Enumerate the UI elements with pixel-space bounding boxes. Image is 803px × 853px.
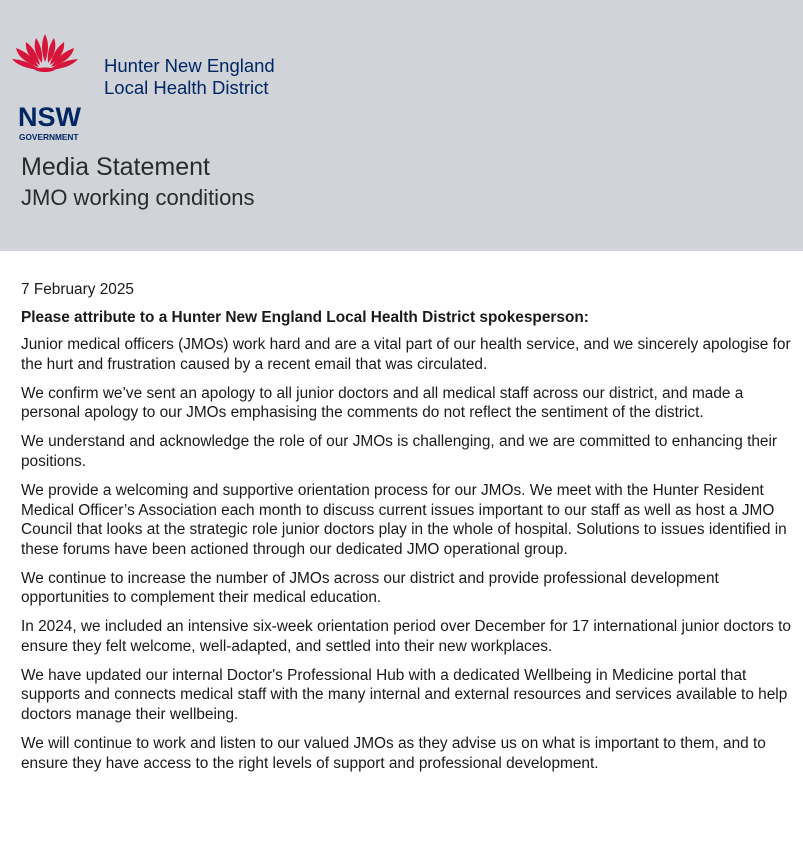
header-banner	[0, 0, 803, 251]
government-logo-text: GOVERNMENT	[19, 132, 79, 142]
waratah-icon	[8, 32, 82, 74]
statement-body	[21, 280, 801, 783]
body-paragraph-1: Junior medical officers (JMOs) work hard and are a vital part of our health service, and we sincerely apologise for the hurt and frustration caused by a recent email that was circulated.	[21, 336, 791, 373]
page-subtitle: JMO working conditions	[21, 185, 255, 210]
body-paragraph-7: We have updated our internal Doctor's Professional Hub with a dedicated Wellbeing in Medicine portal that supports and connects medical staff with the many internal and external resources and services available to help doctors manage their wellbeing.	[21, 666, 788, 724]
body-paragraph-2: We confirm we’ve sent an apology to all junior doctors and all medical staff across our district, and made a personal apology to our JMOs emphasising the comments do not reflect the sentiment of the district.	[21, 384, 744, 422]
body-paragraph-6: In 2024, we included an intensive six-week orientation period over December for 17 international junior doctors to ensure they felt welcome, well-adapted, and settled into their new workplaces.	[21, 618, 791, 655]
body-paragraph-3: We understand and acknowledge the role of our JMOs is challenging, and we are committed to enhancing their positions.	[21, 433, 778, 470]
body-paragraph-5: We continue to increase the number of JMOs across our district and provide professional development opportunities to complement their medical education.	[21, 569, 719, 607]
organisation-name	[104, 55, 275, 99]
body-paragraph-8: We will continue to work and listen to our valued JMOs as they advise us on what is important to them, and to ensure they have access to the right levels of support and professional development.	[21, 735, 766, 772]
attribution-line: Please attribute to a Hunter New England Local Health District spokesperson:	[21, 308, 589, 326]
nsw-logo-text: NSW	[18, 102, 81, 132]
page-title: Media Statement	[21, 153, 210, 181]
nsw-government-logo	[8, 32, 82, 142]
body-paragraph-4: We provide a welcoming and supportive orientation process for our JMOs. We meet with the Hunter Resident Medical Officer’s Association each month to discuss current issues important to our staff as well as host a JMO Council that looks at the strategic role junior doctors play in the whole of hospital. Solutions to issues identified in these forums have been actioned through our dedicated JMO operational group.	[21, 481, 787, 558]
statement-date: 7 February 2025	[21, 281, 134, 298]
organisation-name-line1: Hunter New England	[104, 55, 275, 76]
organisation-name-line2: Local Health District	[104, 77, 269, 98]
